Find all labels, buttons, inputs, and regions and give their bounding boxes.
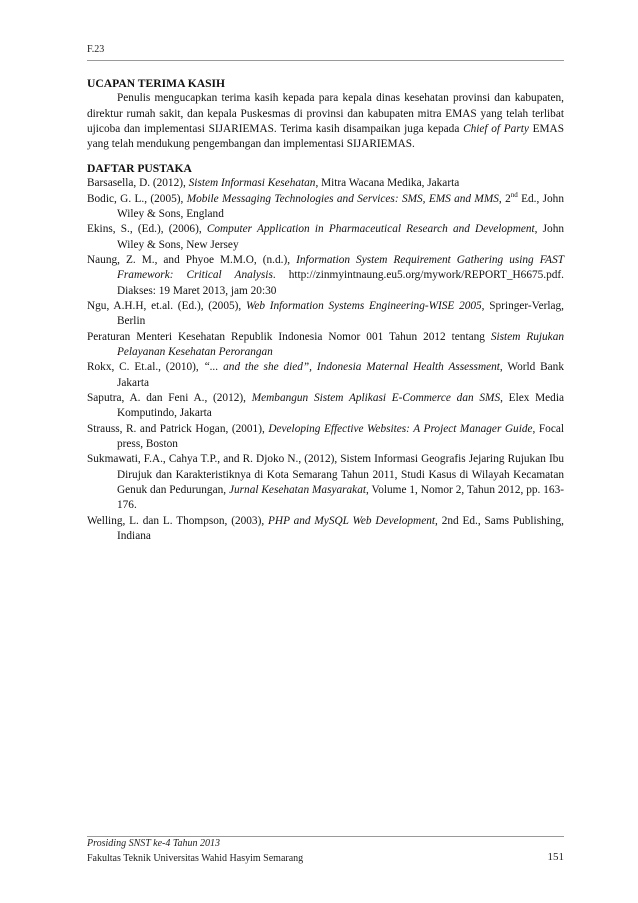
reference-authors: Peraturan Menteri Kesehatan Republik Indonesia Nomor 001 Tahun 2012 tentang <box>87 330 491 343</box>
reference-publisher: , World Bank Jakarta <box>117 361 564 389</box>
reference-item <box>87 176 564 191</box>
reference-publisher: , 2 <box>498 192 511 205</box>
reference-item <box>87 360 564 391</box>
section-gap <box>87 153 564 161</box>
reference-title: Jurnal Kesehatan Masyarakat <box>228 484 366 497</box>
reference-publisher: , Elex Media Komputindo, Jakarta <box>117 392 564 420</box>
reference-item <box>87 391 564 422</box>
reference-item <box>87 192 564 223</box>
reference-authors: Strauss, R. and Patrick Hogan, (2001), <box>87 422 269 435</box>
reference-superscript: nd <box>510 190 518 199</box>
page-label: F.23 <box>87 44 105 55</box>
reference-item <box>87 222 564 253</box>
reference-title: Computer Application in Pharmaceutical Research and Development <box>206 223 535 236</box>
reference-publisher: , John Wiley & Sons, New Jersey <box>117 223 564 251</box>
footer-institution: Fakultas Teknik Universitas Wahid Hasyim Semarang <box>87 853 304 864</box>
reference-authors: Barsasella, D. (2012), <box>87 177 189 190</box>
reference-item <box>87 422 564 453</box>
page-content <box>87 76 564 544</box>
references-heading: DAFTAR PUSTAKA <box>87 161 192 175</box>
reference-authors: Saputra, A. dan Feni A., (2012), <box>87 392 252 404</box>
reference-title: Developing Effective Websites: A Project Manager Guide <box>268 422 533 435</box>
reference-item <box>87 299 564 330</box>
acknowledgement-text-1: Penulis mengucapkan terima kasih kepada para kepala dinas kesehatan provinsi dan kabupaten, direktur rumah sakit, dan kepala Puskesmas di provinsi dan kabupaten mitra EMAS yang telah terlibat ujicoba dan implementasi SIJARIEMAS. Terima kasih disampaikan juga kepada <box>87 92 564 136</box>
header-rule <box>87 60 564 61</box>
reference-authors: Sukmawati, F.A., Cahya T.P., and R. Djoko N., (2012), Sistem Informasi Geografis Jejaring Rujukan Ibu Dirujuk dan Karakteristiknya di Kota Semarang Tahun 2011, Studi Kasus di Wilayah Kecamatan Genuk dan Pedurungan, <box>87 453 564 497</box>
reference-item <box>87 330 564 361</box>
reference-authors: Bodic, G. L., (2005), <box>87 192 187 205</box>
reference-publisher: , 2nd Ed., Sams Publishing, Indiana <box>117 514 565 543</box>
acknowledgement-text-2: EMAS yang telah mendukung pengembangan dan implementasi SIJARIEMAS. <box>87 123 564 151</box>
reference-publisher: . http://zinmyintnaung.eu5.org/mywork/REPORT_H6675.pdf. Diakses: 19 Maret 2013, jam 20:30 <box>117 269 564 297</box>
reference-title: “... and the she died”, Indonesia Maternal Health Assessment <box>203 361 500 374</box>
reference-item <box>87 253 564 299</box>
reference-item <box>87 514 564 545</box>
acknowledgement-italic-term: Chief of Party <box>463 123 529 136</box>
reference-publisher-cont: Ed., John Wiley & Sons, England <box>117 192 564 220</box>
reference-title: Sistem Rujukan Pelayanan Kesehatan Perorangan <box>117 330 564 358</box>
page-number: 151 <box>547 851 564 863</box>
reference-authors: Rokx, C. Et.al., (2010), <box>87 361 204 374</box>
reference-title: Mobile Messaging Technologies and Services: SMS, EMS and MMS <box>186 192 499 205</box>
reference-title: Membangun Sistem Aplikasi E-Commerce dan SMS <box>251 392 501 404</box>
footer-rule <box>87 836 564 837</box>
reference-authors: Ekins, S., (Ed.), (2006), <box>87 223 207 236</box>
reference-authors: Welling, L. dan L. Thompson, (2003), <box>87 514 269 527</box>
reference-publisher: , Focal press, Boston <box>117 422 564 451</box>
reference-title: Information System Requirement Gathering using FAST Framework: Critical Analysis <box>117 253 564 282</box>
reference-authors: Ngu, A.H.H, et.al. (Ed.), (2005), <box>87 299 246 312</box>
reference-title: Web Information Systems Engineering-WISE 2005 <box>245 299 482 312</box>
reference-publisher: , Mitra Wacana Medika, Jakarta <box>315 177 460 190</box>
reference-title: PHP and MySQL Web Development <box>268 514 436 527</box>
reference-publisher: , Volume 1, Nomor 2, Tahun 2012, pp. 163-176. <box>117 484 564 512</box>
reference-item <box>87 452 564 513</box>
reference-publisher: , Springer-Verlag, Berlin <box>117 299 564 328</box>
reference-title: Sistem Informasi Kesehatan <box>188 177 316 190</box>
acknowledgement-paragraph <box>87 91 564 152</box>
footer-proceedings: Prosiding SNST ke-4 Tahun 2013 <box>87 838 220 849</box>
reference-authors: Naung, Z. M., and Phyoe M.M.O, (n.d.), <box>87 253 297 266</box>
acknowledgement-heading: UCAPAN TERIMA KASIH <box>87 77 226 90</box>
